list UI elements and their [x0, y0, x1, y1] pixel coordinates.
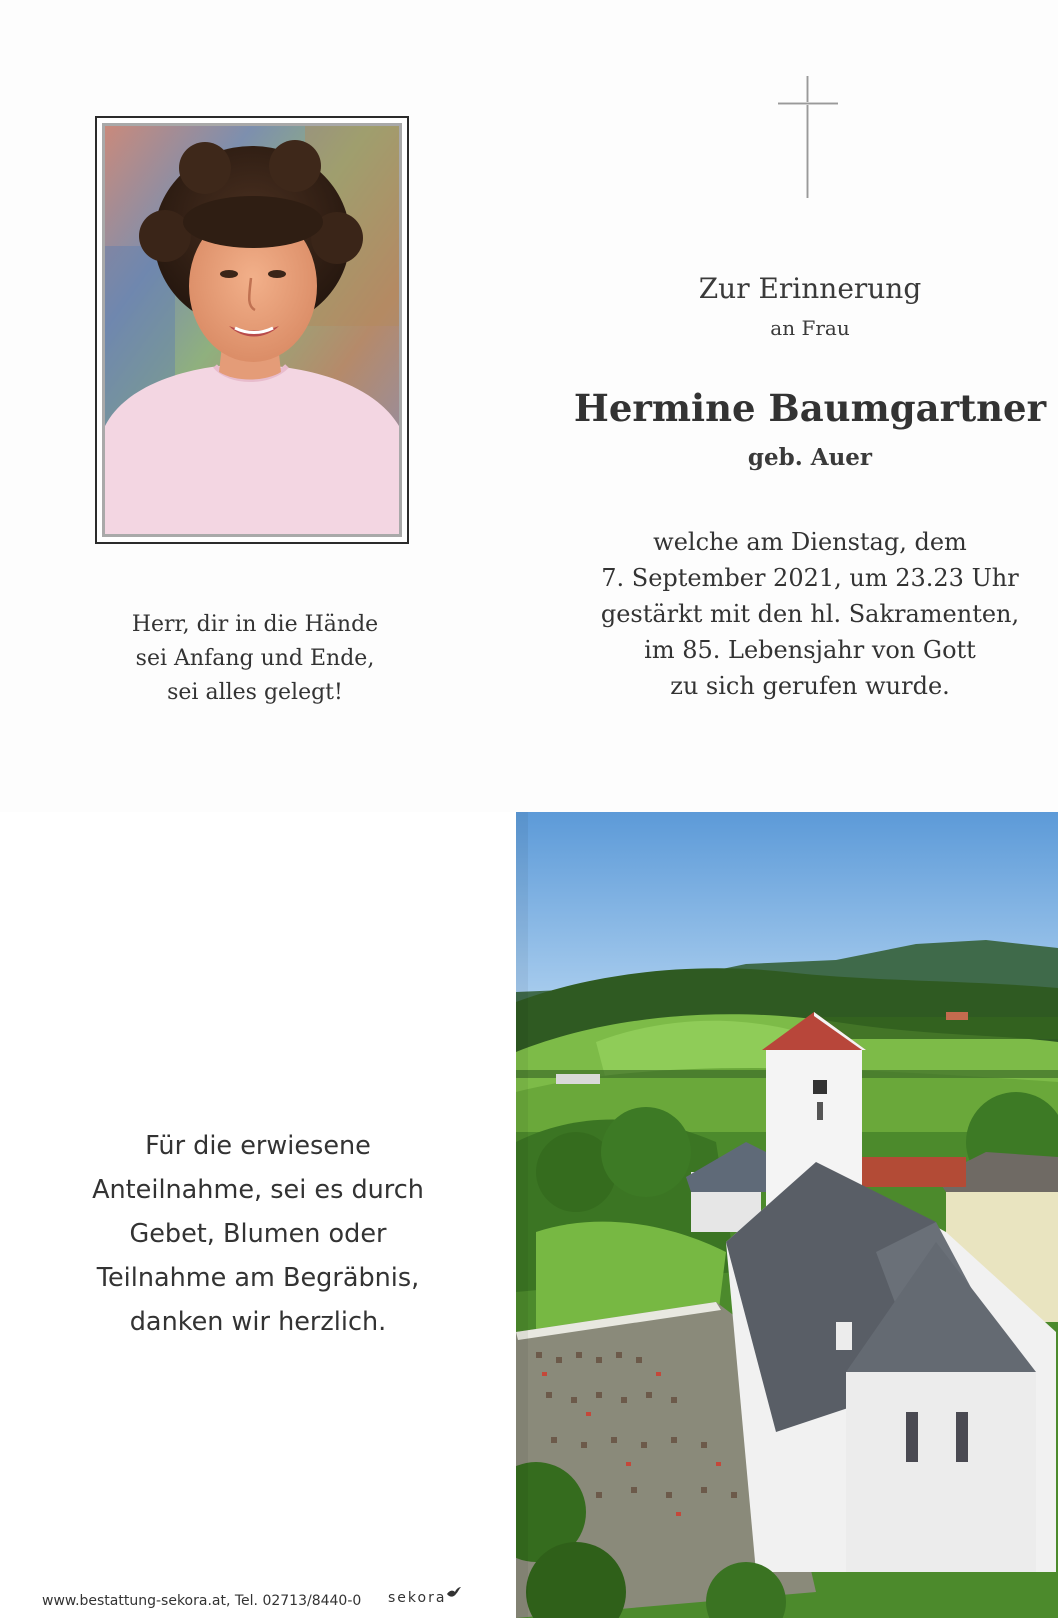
church-photo: [516, 812, 1058, 1618]
death-notice-line: gestärkt mit den hl. Sakramenten,: [600, 600, 1020, 628]
memory-heading: Zur Erinnerung: [698, 272, 922, 305]
thanks-line: Anteilnahme, sei es durch: [92, 1175, 424, 1205]
portrait-mat: [102, 123, 402, 537]
death-notice-line: zu sich gerufen wurde.: [670, 672, 950, 700]
portrait-frame: [95, 116, 409, 544]
sekora-logo: [388, 1586, 468, 1614]
deceased-name: Hermine Baumgartner: [573, 386, 1047, 430]
thanks-line: Teilnahme am Begräbnis,: [96, 1263, 420, 1293]
prayer-line: Herr, dir in die Hände: [131, 612, 379, 637]
prayer-line: sei Anfang und Ende,: [135, 646, 375, 671]
death-notice-line: welche am Dienstag, dem: [653, 528, 967, 556]
addressee-line: an Frau: [770, 316, 850, 340]
footer-contact: www.bestattung-sekora.at, Tel. 02713/8440-0: [42, 1593, 362, 1609]
thanks-line: Gebet, Blumen oder: [129, 1219, 387, 1249]
death-notice-line: 7. September 2021, um 23.23 Uhr: [601, 564, 1019, 592]
bird-icon: [446, 1586, 462, 1600]
death-notice: [570, 524, 1050, 704]
logo-text: sekora: [388, 1590, 447, 1606]
portrait-photo: [105, 126, 399, 534]
cross-icon: [776, 74, 840, 202]
thanks-line: Für die erwiesene: [145, 1131, 371, 1161]
thanks-message: [40, 1124, 476, 1344]
maiden-name: geb. Auer: [747, 444, 873, 471]
church-aerial-image: [516, 812, 1058, 1618]
death-notice-line: im 85. Lebensjahr von Gott: [644, 636, 976, 664]
prayer-verse: [90, 608, 420, 710]
thanks-line: danken wir herzlich.: [129, 1307, 387, 1337]
prayer-line: sei alles gelegt!: [167, 680, 343, 705]
